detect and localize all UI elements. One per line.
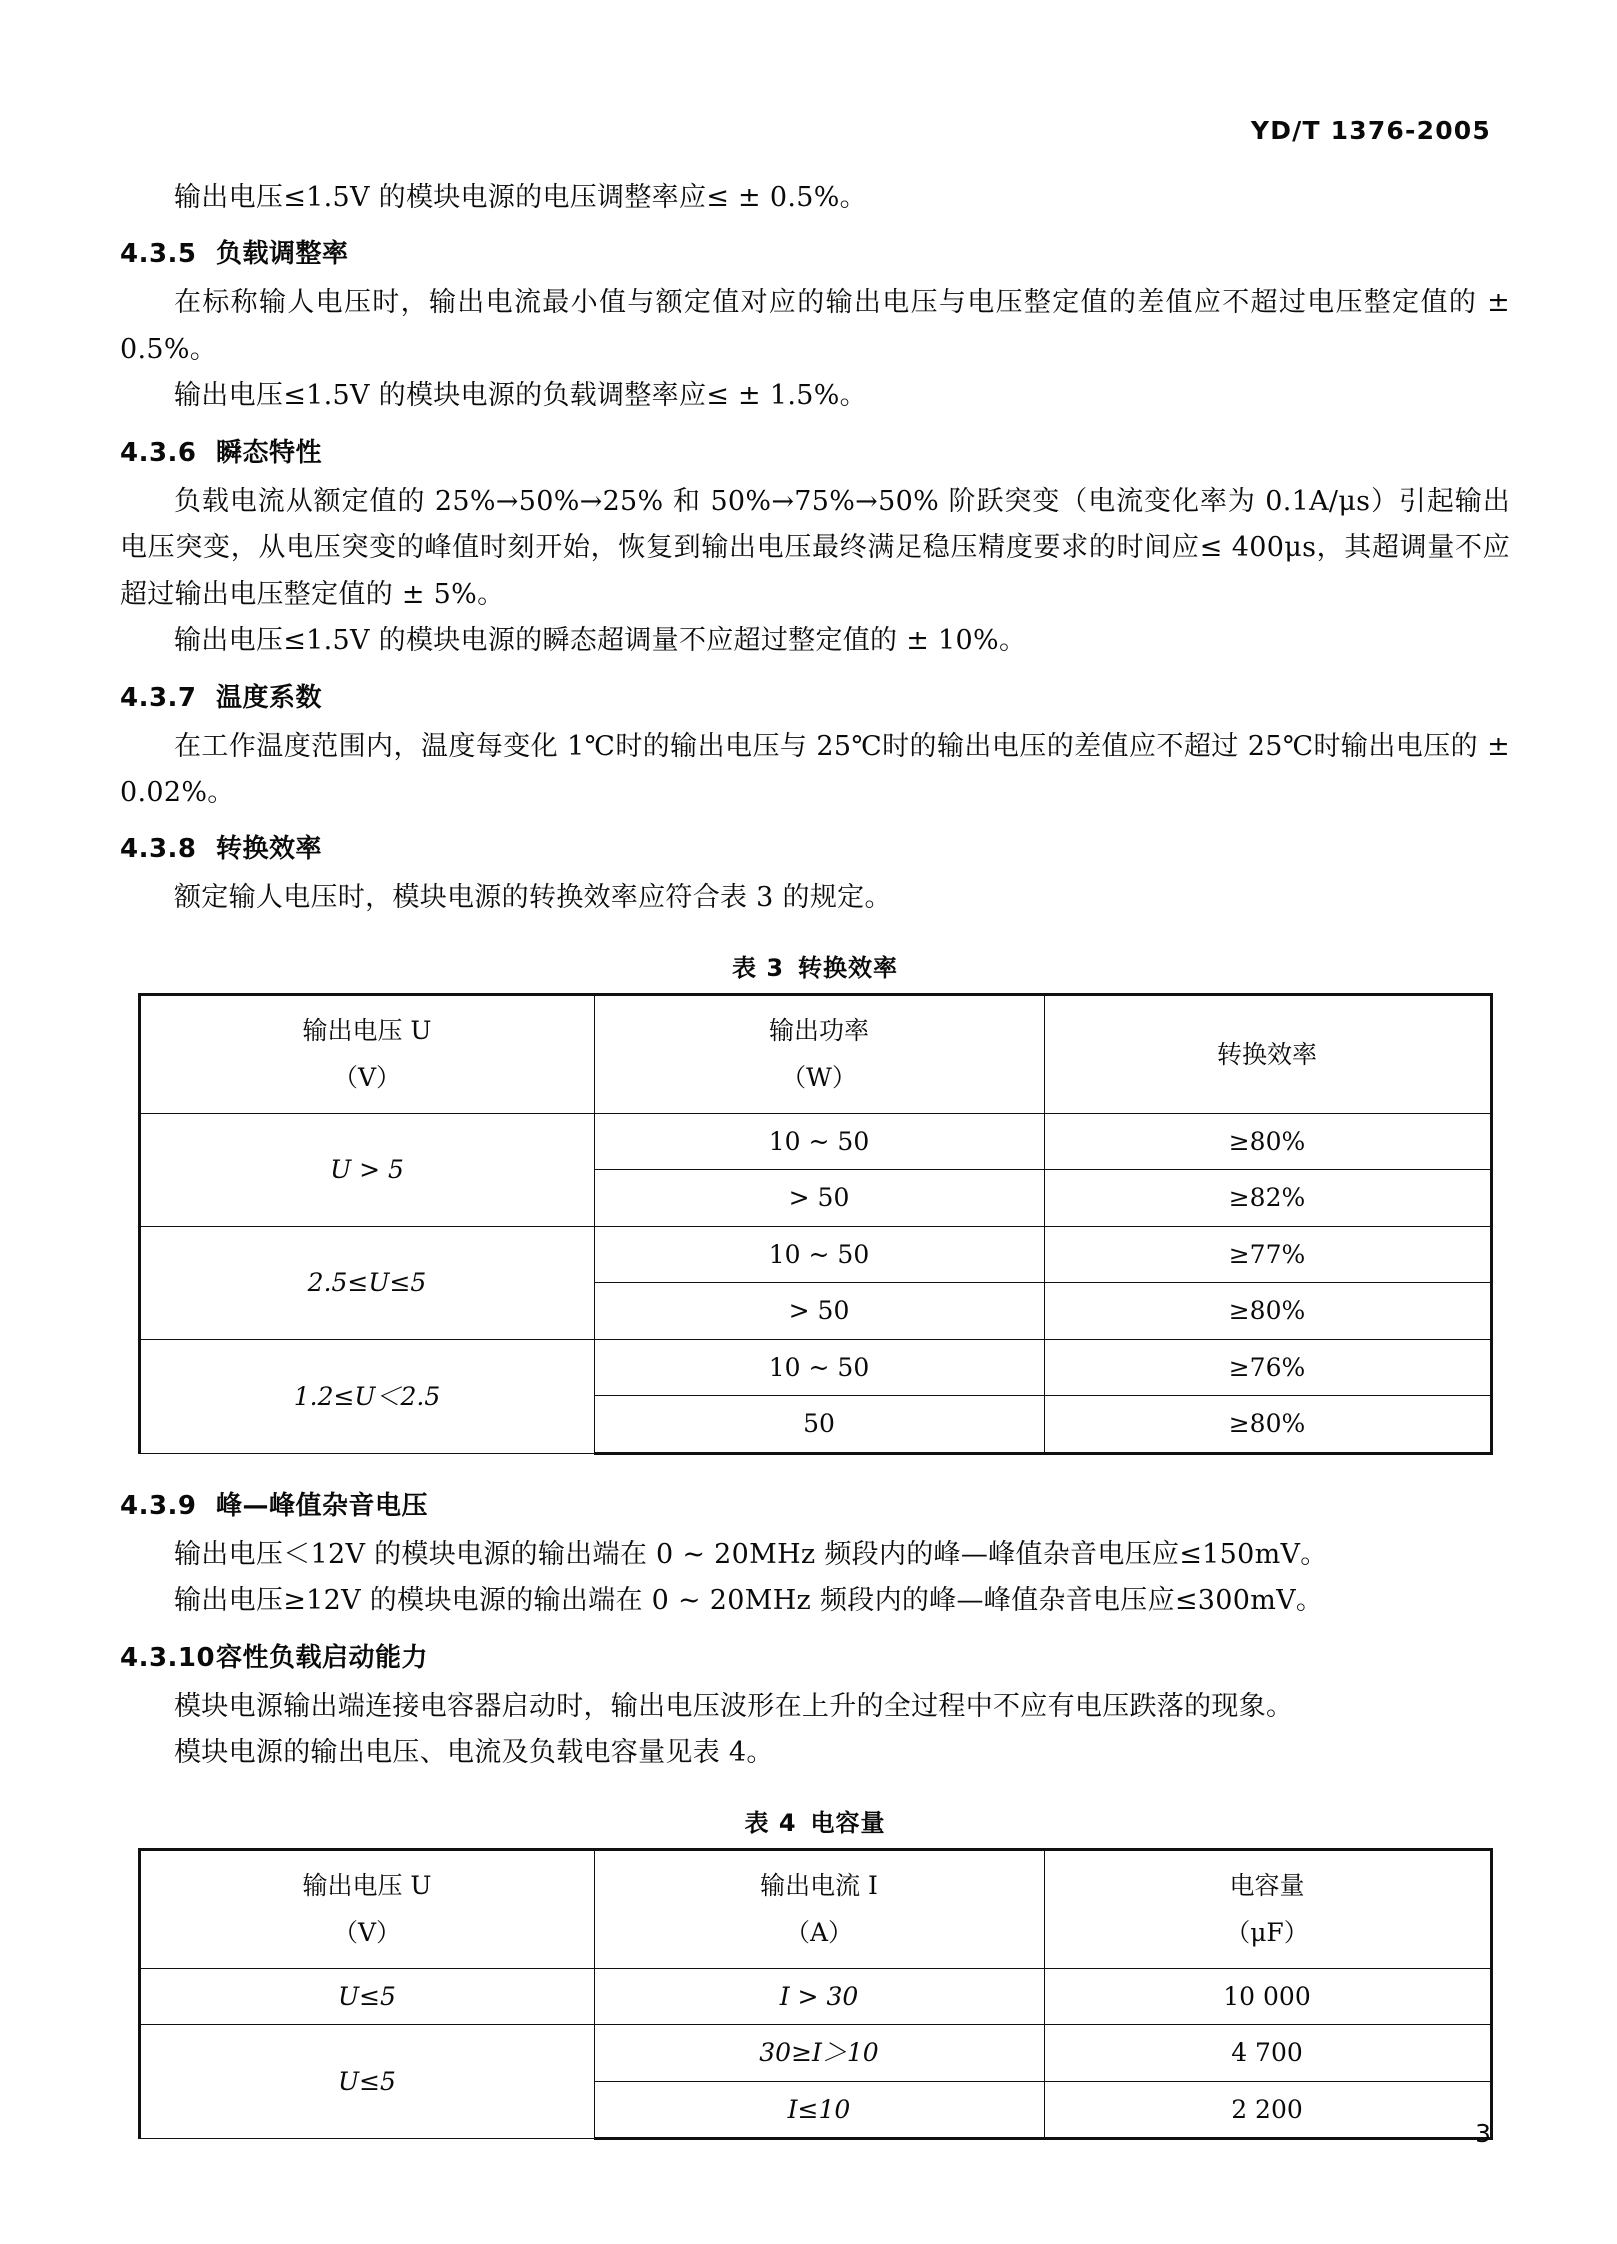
section-heading-4-3-7: [120, 679, 1510, 718]
section-4-3-9-paragraph-2: 输出电压≥12V 的模块电源的输出端在 0 ~ 20MHz 频段内的峰—峰值杂音电压应≤300mV。: [174, 1585, 1324, 1617]
table3-wrapper: [120, 993, 1510, 1455]
table-capacitance: [138, 1848, 1493, 2141]
table3-efficiency-g1-r2: ≥82%: [1044, 1170, 1491, 1227]
table4-caption: [120, 1803, 1510, 1838]
table3-header-cell-efficiency: [1044, 994, 1491, 1113]
header-line-1: 输出电压 U: [302, 1015, 432, 1045]
table4-voltage-group-1: U≤5: [139, 1968, 594, 2025]
section-heading-4-3-10: [120, 1639, 1510, 1678]
header-line-1: 转换效率: [1216, 1039, 1317, 1069]
header-line-1: 电容量: [1229, 1870, 1305, 1900]
table3-voltage-group-2: 2.5≤U≤5: [139, 1226, 594, 1339]
section-heading-4-3-8: [120, 830, 1510, 869]
table3-header-row: [139, 994, 1491, 1113]
table-row: [139, 1113, 1491, 1170]
section-number: 4.3.6: [120, 437, 197, 468]
table3-power-g2-r1: 10 ~ 50: [594, 1226, 1044, 1283]
table4-current-g2-r2: I≤10: [594, 2081, 1044, 2139]
table-row: [139, 1226, 1491, 1283]
table3-header-cell-power: [594, 994, 1044, 1113]
table3-voltage-group-1: U > 5: [139, 1113, 594, 1226]
table4-header-row: [139, 1849, 1491, 1968]
table3-caption-title: 转换效率: [798, 953, 899, 982]
table3-efficiency-g3-r1: ≥76%: [1044, 1339, 1491, 1396]
table4-current-g1-r1: I > 30: [594, 1968, 1044, 2025]
section-number: 4.3.8: [120, 834, 197, 865]
table-row: [139, 1968, 1491, 2025]
section-heading-4-3-9: [120, 1487, 1510, 1526]
lead-paragraph: 输出电压≤1.5V 的模块电源的电压调整率应≤ ± 0.5%。: [174, 182, 867, 213]
table4-capacitance-g2-r1: 4 700: [1044, 2025, 1491, 2082]
table3-caption-label: 表 3: [731, 953, 785, 982]
section-heading-4-3-6: [120, 434, 1510, 473]
header-line-1: 输出功率: [768, 1015, 869, 1045]
header-line-2: （A）: [784, 1918, 854, 1948]
table3-efficiency-g2-r2: ≥80%: [1044, 1283, 1491, 1340]
table4-header-cell-current: [594, 1849, 1044, 1968]
table4-caption-label: 表 4: [744, 1808, 797, 1837]
section-heading-4-3-5: [120, 235, 1510, 274]
table3-power-g1-r1: 10 ~ 50: [594, 1113, 1044, 1170]
header-line-2: （V）: [332, 1063, 402, 1093]
table4-wrapper: [120, 1848, 1510, 2141]
header-line-1: 输出电压 U: [302, 1870, 432, 1900]
section-4-3-5-paragraph-1: 在标称输人电压时，输出电流最小值与额定值对应的输出电压与电压整定值的差值应不超过电压整定值的 ± 0.5%。: [120, 287, 1510, 365]
table3-efficiency-g3-r2: ≥80%: [1044, 1396, 1491, 1454]
table3-efficiency-g2-r1: ≥77%: [1044, 1226, 1491, 1283]
section-4-3-7-paragraph-1: 在工作温度范围内，温度每变化 1℃时的输出电压与 25℃时的输出电压的差值应不超过 25℃时输出电压的 ± 0.02%。: [120, 730, 1510, 808]
table4-current-g2-r1: 30≥I＞10: [594, 2025, 1044, 2082]
section-4-3-6-paragraph-2: 输出电压≤1.5V 的模块电源的瞬态超调量不应超过整定值的 ± 10%。: [174, 625, 1027, 657]
table3-power-g3-r2: 50: [594, 1396, 1044, 1454]
table-row: [139, 2025, 1491, 2082]
table4-voltage-group-2: U≤5: [139, 2025, 594, 2139]
page-number: 3: [1475, 2119, 1491, 2148]
table3-voltage-group-3: 1.2≤U＜2.5: [139, 1339, 594, 1453]
table4-caption-title: 电容量: [810, 1808, 886, 1837]
table4-capacitance-g2-r2: 2 200: [1044, 2081, 1491, 2139]
section-number: 4.3.7: [120, 682, 197, 713]
section-4-3-6-paragraph-1: 负载电流从额定值的 25%→50%→25% 和 50%→75%→50% 阶跃突变（电流变化率为 0.1A/μs）引起输出电压突变，从电压突变的峰值时刻开始，恢复到输出电压最终满足稳压精度要求的时间应≤ 400μs，其超调量不应超过输出电压整定值的 ± 5%。: [120, 485, 1510, 610]
section-4-3-9-paragraph-1: 输出电压＜12V 的模块电源的输出端在 0 ~ 20MHz 频段内的峰—峰值杂音电压应≤150mV。: [174, 1538, 1328, 1570]
table3-caption: [120, 948, 1510, 983]
section-title: 瞬态特性: [216, 437, 323, 468]
header-line-1: 输出电流 I: [760, 1870, 878, 1900]
header-line-2: （W）: [781, 1063, 857, 1093]
section-title: 容性负载启动能力: [216, 1642, 429, 1673]
table3-efficiency-g1-r1: ≥80%: [1044, 1113, 1491, 1170]
table3-power-g1-r2: > 50: [594, 1170, 1044, 1227]
section-4-3-8-paragraph-1: 额定输人电压时，模块电源的转换效率应符合表 3 的规定。: [174, 882, 892, 914]
table4-header-cell-capacitance: [1044, 1849, 1491, 1968]
section-4-3-5-paragraph-2: 输出电压≤1.5V 的模块电源的负载调整率应≤ ± 1.5%。: [174, 380, 867, 412]
section-title: 温度系数: [216, 682, 323, 713]
table4-header-cell-voltage: [139, 1849, 594, 1968]
document-body: [120, 175, 1510, 2140]
section-number: 4.3.9: [120, 1490, 197, 1521]
table-conversion-efficiency: [138, 993, 1493, 1455]
section-4-3-10-paragraph-1: 模块电源输出端连接电容器启动时，输出电压波形在上升的全过程中不应有电压跌落的现象。: [174, 1690, 1294, 1722]
table3-header-cell-voltage: [139, 994, 594, 1113]
section-title: 负载调整率: [216, 239, 349, 270]
section-4-3-10-paragraph-2: 模块电源的输出电压、电流及负载电容量见表 4。: [174, 1737, 774, 1769]
section-number: 4.3.5: [120, 239, 197, 270]
table3-power-g3-r1: 10 ~ 50: [594, 1339, 1044, 1396]
header-line-2: （V）: [332, 1918, 402, 1948]
section-title: 峰—峰值杂音电压: [216, 1490, 429, 1521]
section-title: 转换效率: [216, 834, 323, 865]
table-row: [139, 1339, 1491, 1396]
table3-power-g2-r2: > 50: [594, 1283, 1044, 1340]
running-header-standard-number: YD/T 1376-2005: [1250, 116, 1491, 145]
table4-capacitance-g1-r1: 10 000: [1044, 1968, 1491, 2025]
header-line-2: （μF）: [1225, 1918, 1309, 1948]
section-number: 4.3.10: [120, 1642, 216, 1673]
